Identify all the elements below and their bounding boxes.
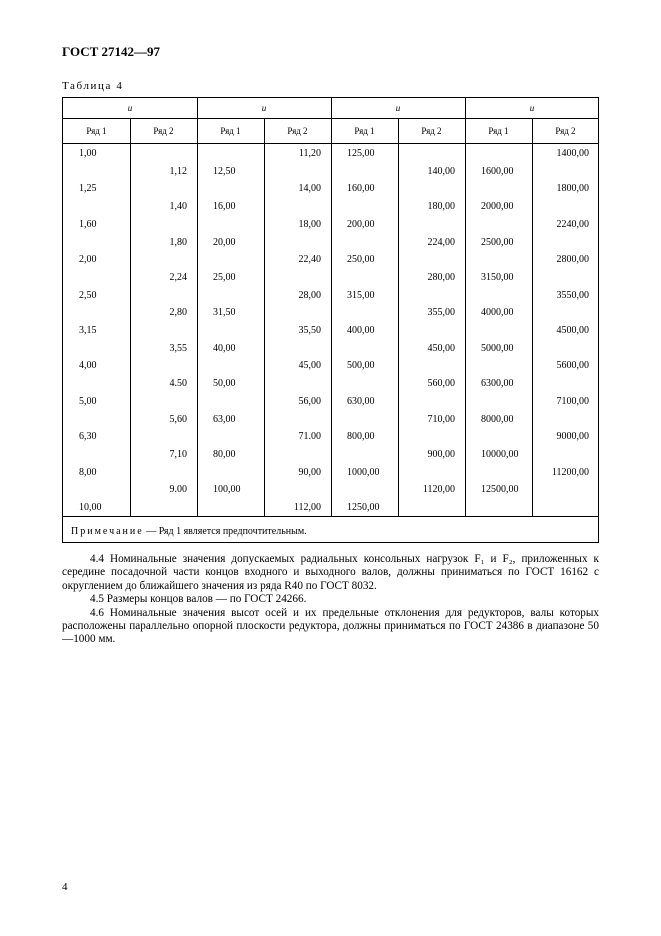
- table-cell: 10,00: [79, 502, 102, 513]
- table-cell: 35,50: [298, 325, 321, 336]
- table-group-divider: [197, 98, 198, 516]
- table-cell: 5,00: [79, 395, 97, 407]
- paragraph-4-6: 4.6 Номинальные значения высот осей и их предельные отклонения для редукторов, валы которых расположены параллельно опорной плоскости редуктора, должны приниматься по ГОСТ 24386 в диапазоне 50—1000 мм.: [62, 606, 599, 646]
- group-header-u: u: [127, 103, 133, 113]
- table-cell: 500,00: [347, 360, 375, 372]
- table-cell: 14,00: [298, 183, 321, 195]
- table-cell: 90,00: [298, 466, 321, 478]
- note-label: Примечание: [71, 526, 144, 537]
- table-cell: 22,40: [298, 254, 321, 266]
- table-cell: 20,00: [213, 236, 236, 248]
- table-cell: 2500,00: [481, 236, 514, 248]
- group-header-u: u: [529, 103, 535, 113]
- table-cell: 100,00: [213, 484, 241, 496]
- column-header-row-1: Ряд 1: [488, 126, 509, 136]
- table-cell: 200,00: [347, 218, 375, 230]
- table-cell: 5600,00: [556, 360, 589, 372]
- table-cell: 1,00: [79, 148, 97, 159]
- table-cell: 224,00: [427, 236, 455, 248]
- table-cell: 16,00: [213, 201, 236, 213]
- table-column-divider: [264, 118, 265, 516]
- table-cell: 2,00: [79, 254, 97, 266]
- table-cell: 9000,00: [556, 431, 589, 443]
- table-cell: 7,10: [169, 448, 187, 460]
- table-cell: 9.00: [169, 484, 187, 496]
- table-cell: 112,00: [293, 502, 321, 513]
- table-cell: 2,50: [79, 289, 97, 301]
- table-cell: 140,00: [427, 165, 455, 177]
- table-cell: 3150,00: [481, 271, 514, 283]
- paragraph-4-5: 4.5 Размеры концов валов — по ГОСТ 24266.: [90, 593, 307, 606]
- table-cell: 1,60: [79, 218, 97, 230]
- table-note: [71, 526, 307, 537]
- table-cell: 3,15: [79, 325, 97, 336]
- column-header-row-1: Ряд 1: [220, 126, 241, 136]
- table-cell: 2,80: [169, 307, 187, 319]
- table-cell: 2800,00: [556, 254, 589, 266]
- table-cell: 28,00: [298, 289, 321, 301]
- table-cell: 900,00: [427, 448, 455, 460]
- table-cell: 400,00: [347, 325, 375, 336]
- table-cell: 2,24: [169, 271, 187, 283]
- column-header-row-2: Ряд 2: [153, 126, 174, 136]
- column-header-row-1: Ряд 1: [354, 126, 375, 136]
- document-code: ГОСТ 27142—97: [62, 44, 161, 59]
- table-cell: 1000,00: [347, 466, 380, 478]
- table-group-divider: [331, 98, 332, 516]
- table-cell: 355,00: [427, 307, 455, 319]
- table-cell: 45,00: [298, 360, 321, 372]
- table-cell: 1600,00: [481, 165, 514, 177]
- table-cell: 8,00: [79, 466, 97, 478]
- group-header-u: u: [261, 103, 267, 113]
- column-header-row-2: Ряд 2: [287, 126, 308, 136]
- table-cell: 1800,00: [556, 183, 589, 195]
- table-cell: 31,50: [213, 307, 236, 319]
- column-header-row-1: Ряд 1: [86, 126, 107, 136]
- table-group-divider: [465, 98, 466, 516]
- table-cell: 315,00: [347, 289, 375, 301]
- table-cell: 2240,00: [556, 218, 589, 230]
- table-cell: 11,20: [298, 148, 321, 159]
- page-number: 4: [62, 881, 68, 893]
- table-cell: 3550,00: [556, 289, 589, 301]
- data-table: [62, 97, 599, 543]
- table-cell: 50,00: [213, 378, 236, 390]
- paragraph-4-4: 4.4 Номинальные значения допускаемых радиальных консольных нагрузок F₁ и F₂, приложенных к середине посадочной части концов входного и выходного валов, должны приниматься по ГОСТ 16162 с округлением до ближайшего значения из ряда R40 по ГОСТ 8032.: [62, 553, 599, 592]
- table-cell: 40,00: [213, 342, 236, 354]
- table-cell: 1,80: [169, 236, 187, 248]
- table-cell: 1120,00: [422, 484, 455, 496]
- table-cell: 8000,00: [481, 413, 514, 425]
- table-cell: 280,00: [427, 271, 455, 283]
- table-cell: 25,00: [213, 271, 236, 283]
- table-cell: 180,00: [427, 201, 455, 213]
- column-header-row-2: Ряд 2: [555, 126, 576, 136]
- table-cell: 63,00: [213, 413, 236, 425]
- table-cell: 4500,00: [556, 325, 589, 336]
- table-cell: 5,60: [169, 413, 187, 425]
- table-cell: 1250,00: [347, 502, 380, 513]
- body-text: [62, 553, 599, 647]
- table-cell: 5000,00: [481, 342, 514, 354]
- table-cell: 4,00: [79, 360, 97, 372]
- table-cell: 11200,00: [551, 466, 589, 478]
- table-cell: 12500,00: [481, 484, 519, 496]
- table-cell: 710,00: [427, 413, 455, 425]
- table-cell: 160,00: [347, 183, 375, 195]
- table-cell: 56,00: [298, 395, 321, 407]
- table-cell: 71.00: [298, 431, 321, 443]
- table-cell: 3,55: [169, 342, 187, 354]
- table-cell: 125,00: [347, 148, 375, 159]
- table-cell: 560,00: [427, 378, 455, 390]
- table-cell: 4000,00: [481, 307, 514, 319]
- table-cell: 800,00: [347, 431, 375, 443]
- table-cell: 1,12: [169, 165, 187, 177]
- table-rule: [63, 516, 598, 517]
- table-cell: 7100,00: [556, 395, 589, 407]
- table-cell: 450,00: [427, 342, 455, 354]
- table-column-divider: [532, 118, 533, 516]
- table-cell: 1,25: [79, 183, 97, 195]
- table-cell: 1,40: [169, 201, 187, 213]
- table-cell: 250,00: [347, 254, 375, 266]
- table-cell: 4.50: [169, 378, 187, 390]
- table-caption: Таблица 4: [62, 80, 124, 92]
- table-cell: 6,30: [79, 431, 97, 443]
- table-cell: 10000,00: [481, 448, 519, 460]
- table-cell: 18,00: [298, 218, 321, 230]
- table-cell: 80,00: [213, 448, 236, 460]
- table-cell: 12,50: [213, 165, 236, 177]
- table-cell: 630,00: [347, 395, 375, 407]
- note-text: — Ряд 1 является предпочтительным.: [143, 526, 307, 537]
- group-header-u: u: [395, 103, 401, 113]
- table-cell: 1400,00: [556, 148, 589, 159]
- table-cell: 2000,00: [481, 201, 514, 213]
- column-header-row-2: Ряд 2: [421, 126, 442, 136]
- table-cell: 6300,00: [481, 378, 514, 390]
